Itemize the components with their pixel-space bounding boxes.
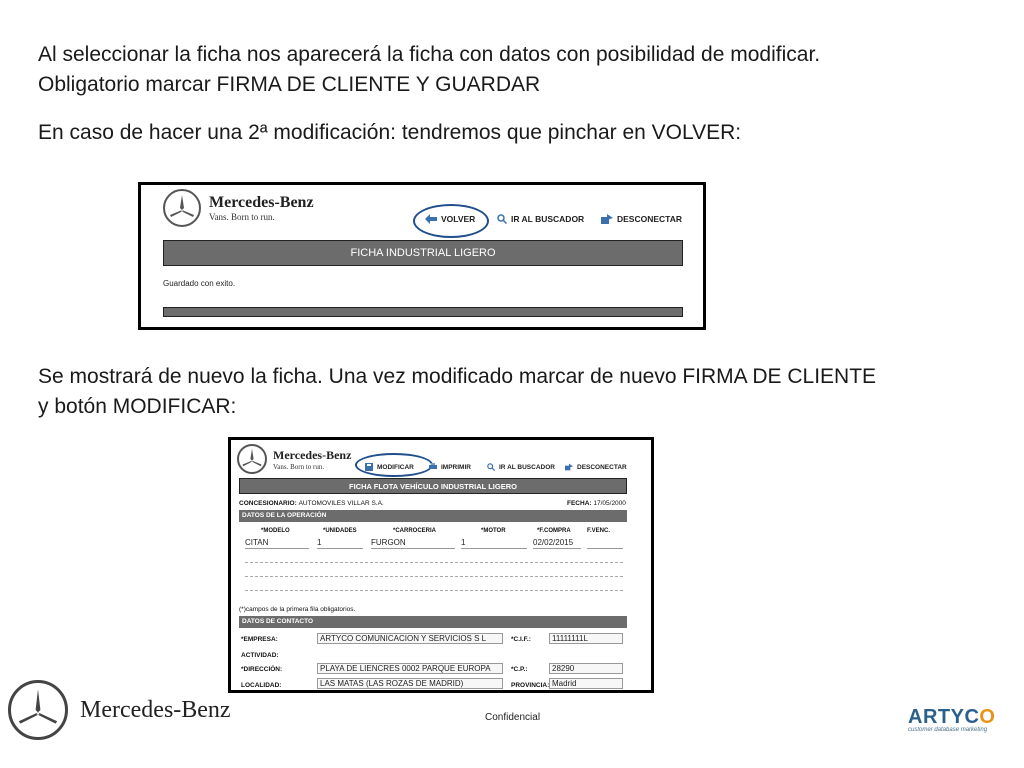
localidad-label: LOCALIDAD: xyxy=(241,682,282,689)
mercedes-star-icon xyxy=(8,680,68,740)
section-contact: DATOS DE CONTACTO xyxy=(239,616,627,628)
empty-row xyxy=(245,576,623,577)
section-operation: DATOS DE LA OPERACIÓN xyxy=(239,510,627,522)
ir-al-buscador-label: IR AL BUSCADOR xyxy=(511,214,585,224)
search-icon xyxy=(497,214,507,224)
dealer-label: CONCESIONARIO: AUTOMOVILES VILLAR S.A. xyxy=(239,500,384,507)
modificar-button[interactable] xyxy=(365,463,414,471)
desconectar-link[interactable] xyxy=(565,463,627,471)
column-header: *UNIDADES xyxy=(323,528,357,534)
footer-brand-name: Mercedes-Benz xyxy=(80,696,231,723)
bottom-bar xyxy=(163,307,683,317)
brand-tagline: Vans. Born to run. xyxy=(273,462,325,471)
print-icon xyxy=(429,463,437,471)
form-title-bar xyxy=(239,478,627,494)
motor-value[interactable]: 1 xyxy=(461,538,527,549)
column-header: *MOTOR xyxy=(481,528,506,534)
modificar-label: MODIFICAR xyxy=(377,463,414,471)
volver-button[interactable] xyxy=(425,214,475,224)
column-header: F.VENC. xyxy=(587,528,611,534)
logout-icon xyxy=(565,463,573,471)
instruction-paragraph-3: Se mostrará de nuevo la ficha. Una vez modificado marcar de nuevo FIRMA DE CLIENTE y botón MODIFICAR: xyxy=(38,365,877,418)
fcompra-value[interactable]: 02/02/2015 xyxy=(533,538,581,549)
form-title: FICHA FLOTA VEHÍCULO INDUSTRIAL LIGERO xyxy=(349,481,517,491)
imprimir-label: IMPRIMIR xyxy=(441,463,471,471)
form-title-bar xyxy=(163,240,683,266)
instruction-paragraph-2: En caso de hacer una 2ª modificación: tendremos que pinchar en VOLVER: xyxy=(38,121,742,144)
direccion-field[interactable]: PLAYA DE LIENCRES 0002 PARQUE EUROPA xyxy=(317,663,503,674)
confidential-label: Confidencial xyxy=(485,712,541,723)
empresa-field[interactable]: ARTYCO COMUNICACION Y SERVICIOS S L xyxy=(317,633,503,644)
ir-al-buscador-link[interactable] xyxy=(497,214,584,224)
instruction-paragraph-1: Al seleccionar la ficha nos aparecerá la ficha con datos con posibilidad de modificar. Obligatorio marcar FIRMA DE CLIENTE Y GUARDAR xyxy=(38,43,821,96)
column-header: *F.COMPRA xyxy=(537,528,571,534)
required-note: (*)campos de la primera fila obligatorios. xyxy=(239,606,356,613)
logout-icon xyxy=(601,214,613,224)
mercedes-logo xyxy=(237,444,351,474)
cif-label: *C.I.F.: xyxy=(511,636,531,643)
column-header: *MODELO xyxy=(261,528,290,534)
column-header: *CARROCERIA xyxy=(393,528,437,534)
footer-mercedes-logo xyxy=(8,680,231,740)
artyco-brand-start: ARTYC xyxy=(908,706,980,728)
screenshot-saved-confirmation xyxy=(138,182,706,330)
empty-row xyxy=(245,590,623,591)
artyco-subtitle: customer database marketing xyxy=(908,727,988,733)
volver-label: VOLVER xyxy=(441,214,476,224)
desconectar-label: DESCONECTAR xyxy=(577,463,627,471)
localidad-field[interactable]: LAS MATAS (LAS ROZAS DE MADRID) xyxy=(317,678,503,689)
cif-field[interactable]: 11111111L xyxy=(549,633,623,644)
direccion-label: *DIRECCIÓN: xyxy=(241,666,283,673)
brand-name: Mercedes-Benz xyxy=(273,447,352,462)
back-arrow-icon xyxy=(425,214,437,224)
mercedes-star-icon xyxy=(163,189,201,227)
search-icon xyxy=(487,463,495,471)
cp-field[interactable]: 28290 xyxy=(549,663,623,674)
empty-row xyxy=(245,562,623,563)
actividad-label: ACTIVIDAD: xyxy=(241,652,279,659)
desconectar-link[interactable] xyxy=(601,214,682,224)
brand-name: Mercedes-Benz xyxy=(209,194,314,211)
date-label: FECHA: 17/05/2000 xyxy=(567,500,626,507)
provincia-label: PROVINCIA: xyxy=(511,682,550,689)
unidades-value[interactable]: 1 xyxy=(317,538,363,549)
save-icon xyxy=(365,463,373,471)
mercedes-logo xyxy=(163,189,314,227)
provincia-field[interactable]: Madrid xyxy=(549,678,623,689)
artyco-logo xyxy=(908,706,995,733)
dealer-value: AUTOMOVILES VILLAR S.A. xyxy=(298,500,384,507)
desconectar-label: DESCONECTAR xyxy=(617,214,683,224)
screenshot-vehicle-form xyxy=(228,437,654,693)
cp-label: *C.P.: xyxy=(511,666,528,673)
fvenc-value[interactable] xyxy=(587,538,623,549)
modelo-value[interactable]: CITAN xyxy=(245,538,309,549)
ir-al-buscador-link[interactable] xyxy=(487,463,555,471)
form-title: FICHA INDUSTRIAL LIGERO xyxy=(350,247,496,259)
empresa-label: *EMPRESA: xyxy=(241,636,278,643)
imprimir-link[interactable] xyxy=(429,463,471,471)
mercedes-star-icon xyxy=(237,444,267,474)
status-message: Guardado con exito. xyxy=(163,279,236,288)
ir-al-buscador-label: IR AL BUSCADOR xyxy=(499,463,555,471)
date-value: 17/05/2000 xyxy=(593,500,626,507)
artyco-brand-end: O xyxy=(979,706,996,728)
brand-tagline: Vans. Born to run. xyxy=(209,212,275,222)
carroceria-value[interactable]: FURGON xyxy=(371,538,455,549)
